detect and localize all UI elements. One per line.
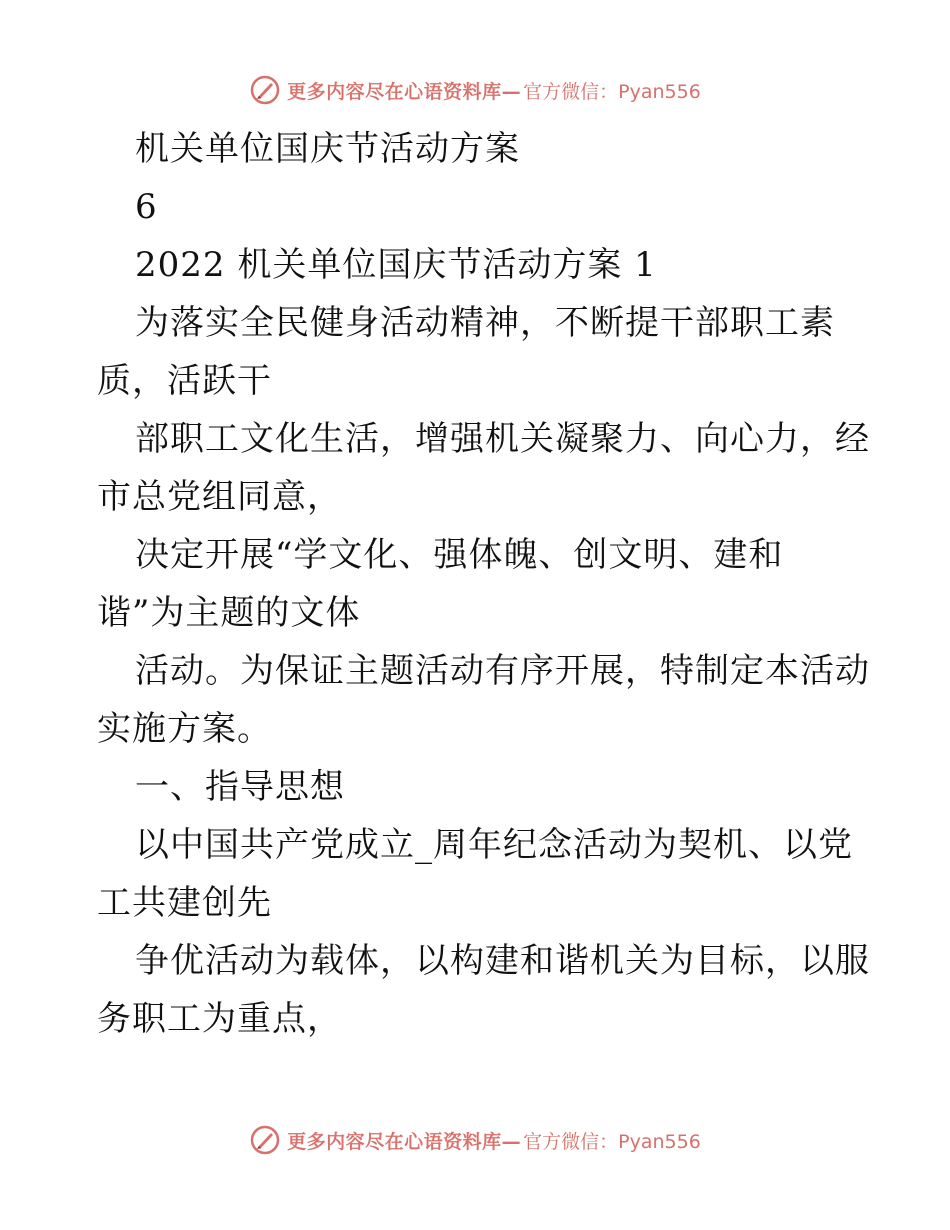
paragraph-line: 活动。为保证主题活动有序开展，特制定本活动 — [135, 651, 870, 691]
quill-pen-logo-icon — [249, 1124, 281, 1156]
footer-watermark — [0, 1120, 950, 1160]
quill-pen-logo-icon — [249, 74, 281, 106]
paragraph-line: 以中国共产党成立_周年纪念活动为契机、以党 — [135, 825, 853, 865]
paragraph-line: 实施方案。 — [97, 709, 272, 749]
paragraph-line: 市总党组同意， — [97, 477, 342, 517]
document-subtitle: 2022 机关单位国庆节活动方案 1 — [135, 245, 657, 285]
paragraph-line: 务职工为重点， — [97, 999, 342, 1039]
header-watermark — [0, 70, 950, 110]
paragraph-line: 工共建创先 — [97, 883, 272, 923]
watermark-site-text: 更多内容尽在心语资料库— — [287, 1130, 522, 1153]
document-title: 机关单位国庆节活动方案 — [135, 129, 520, 169]
paragraph-line: 谐”为主题的文体 — [97, 593, 361, 633]
paragraph-line: 为落实全民健身活动精神，不断提干部职工素 — [135, 303, 835, 343]
section-heading: 一、指导思想 — [135, 767, 345, 807]
paragraph-line: 争优活动为载体，以构建和谐机关为目标，以服 — [135, 941, 870, 981]
watermark-site-text: 更多内容尽在心语资料库— — [287, 80, 522, 103]
page-number: 6 — [135, 187, 158, 227]
watermark-wechat-text: 官方微信：Pyan556 — [523, 80, 701, 103]
paragraph-line: 决定开展“学文化、强体魄、创文明、建和 — [135, 535, 784, 575]
watermark-wechat-text: 官方微信：Pyan556 — [523, 1130, 701, 1153]
paragraph-line: 质，活跃干 — [97, 361, 272, 401]
paragraph-line: 部职工文化生活，增强机关凝聚力、向心力，经 — [135, 419, 870, 459]
